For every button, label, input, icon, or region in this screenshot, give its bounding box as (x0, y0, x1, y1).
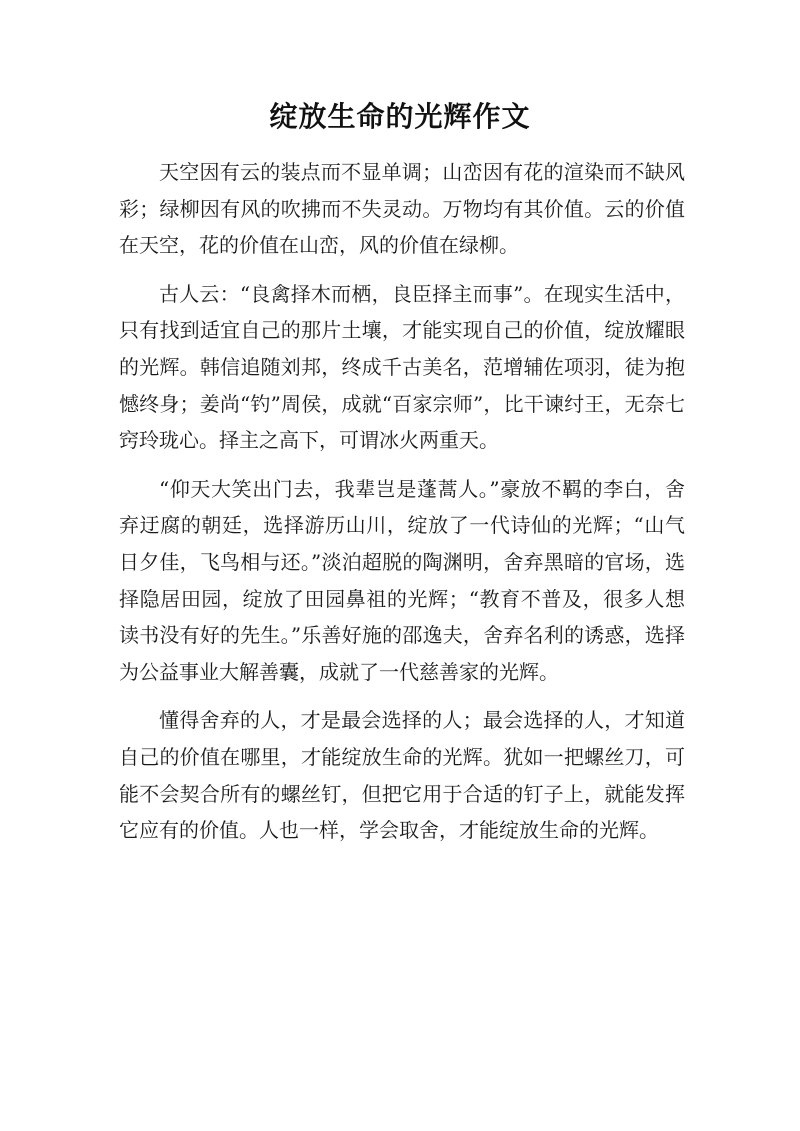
paragraph-4: 懂得舍弃的人，才是最会选择的人；最会选择的人，才知道自己的价值在哪里，才能绽放生命的光辉。犹如一把螺丝刀，可能不会契合所有的螺丝钉，但把它用于合适的钉子上，就能发挥它应有的价值。人也一样，学会取舍，才能绽放生命的光辉。 (119, 708, 685, 843)
essay-body (119, 154, 685, 861)
essay-title: 绽放生命的光辉作文 (269, 100, 531, 133)
paragraph-1: 天空因有云的装点而不显单调；山峦因有花的渲染而不缺风彩；绿柳因有风的吹拂而不失灵动。万物均有其价值。云的价值在天空，花的价值在山峦，风的价值在绿柳。 (119, 160, 685, 258)
paragraph-2: 古人云：“良禽择木而栖，良臣择主而事”。在现实生活中，只有找到适宜自己的那片土壤，才能实现自己的价值，绽放耀眼的光辉。韩信追随刘邦，终成千古美名，范增辅佐项羽，徒为抱憾终身；姜尚“钓”周侯，成就“百家宗师”，比干谏纣王，无奈七窍玲珑心。择主之高下，可谓冰火两重天。 (119, 281, 685, 453)
paragraph-3: “仰天大笑出门去，我辈岂是蓬蒿人。”豪放不羁的李白，舍弃迂腐的朝廷，选择游历山川，绽放了一代诗仙的光辉；“山气日夕佳，飞鸟相与还。”淡泊超脱的陶渊明，舍弃黑暗的官场，选择隐居田园，绽放了田园鼻祖的光辉；“教育不普及，很多人想读书没有好的先生。”乐善好施的邵逸夫，舍弃名利的诱惑，选择为公益事业大解善囊，成就了一代慈善家的光辉。 (119, 476, 685, 684)
